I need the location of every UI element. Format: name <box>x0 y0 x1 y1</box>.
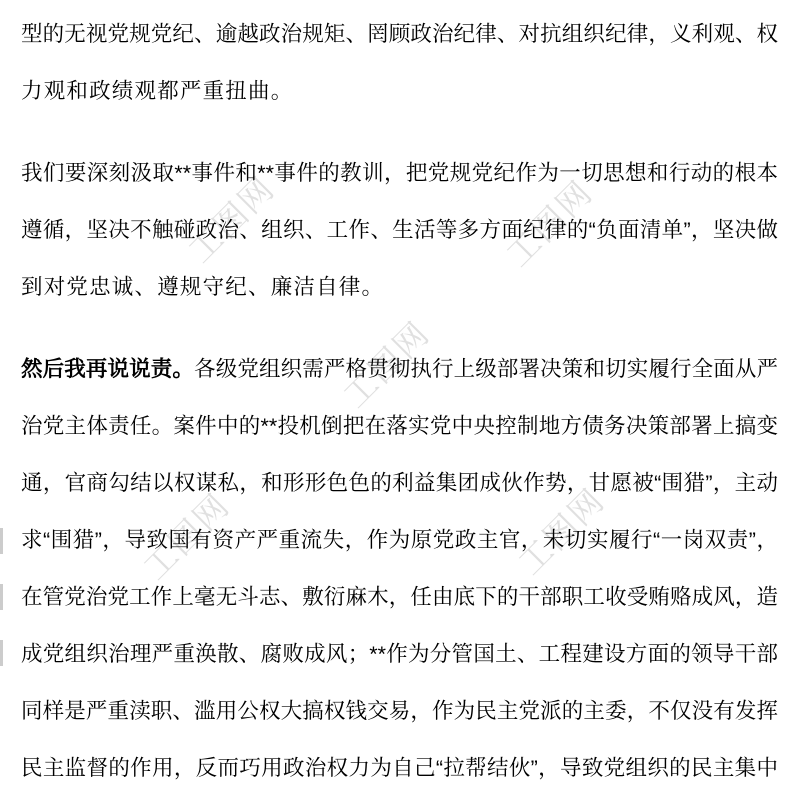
text-line <box>21 455 778 512</box>
scan-edge-artifact <box>0 640 3 666</box>
text-line <box>21 6 778 63</box>
text-line-body: 民主监督的作用，反而巧用政治权力为自己“拉帮结伙”，导致党组织的民主集中 <box>21 756 778 780</box>
text-line-body: 同样是严重渎职、滥用公权大搞权钱交易，作为民主党派的主委，不仅没有发挥 <box>21 699 778 723</box>
text-line-body: 成党组织治理严重涣散、腐败成风；**作为分管国土、工程建设方面的领导干部 <box>21 642 778 666</box>
scan-edge-artifact <box>0 528 3 554</box>
watermark-text: 工图网 <box>511 481 612 582</box>
text-line <box>21 202 778 259</box>
text-line-body: 到对党忠诚、遵规守纪、廉洁自律。 <box>21 275 385 299</box>
text-line-body: 遵循，坚决不触碰政治、组织、工作、生活等多方面纪律的“负面清单”，坚决做 <box>21 218 778 242</box>
watermark-text: 工图网 <box>336 314 437 415</box>
scan-edge-artifact <box>0 584 3 610</box>
text-line-bold-lead: 然后我再说说责。 <box>21 357 195 381</box>
text-line <box>21 398 778 455</box>
text-line-body: 各级党组织需严格贯彻执行上级部署决策和切实履行全面从严 <box>194 357 778 381</box>
text-line <box>21 63 778 120</box>
text-line <box>21 259 778 316</box>
document-text <box>21 6 778 797</box>
text-line-body: 求“围猎”，导致国有资产严重流失，作为原党政主官，未切实履行“一岗双责”， <box>21 528 778 552</box>
text-line <box>21 740 778 797</box>
watermark-text: 工图网 <box>499 173 600 274</box>
text-line <box>21 341 778 398</box>
text-line-body: 治党主体责任。案件中的**投机倒把在落实党中央控制地方债务决策部署上搞变 <box>21 414 778 438</box>
text-line <box>21 626 778 683</box>
text-line <box>21 145 778 202</box>
text-line-body: 通，官商勾结以权谋私，和形形色色的利益集团成伙作势，甘愿被“围猎”，主动 <box>21 471 778 495</box>
watermark-text: 工图网 <box>181 169 282 270</box>
text-line-body: 我们要深刻汲取**事件和**事件的教训，把党规党纪作为一切思想和行动的根本 <box>21 161 778 185</box>
text-line-body: 在管党治党工作上毫无斗志、敷衍麻木，任由底下的干部职工收受贿赂成风，造 <box>21 585 778 609</box>
text-line-body: 力观和政绩观都严重扭曲。 <box>21 79 294 103</box>
text-line-body: 型的无视党规党纪、逾越政治规矩、罔顾政治纪律、对抗组织纪律，义利观、权 <box>21 22 778 46</box>
watermark-text: 工图网 <box>136 486 237 587</box>
text-line <box>21 569 778 626</box>
text-line <box>21 683 778 740</box>
text-line <box>21 512 778 569</box>
